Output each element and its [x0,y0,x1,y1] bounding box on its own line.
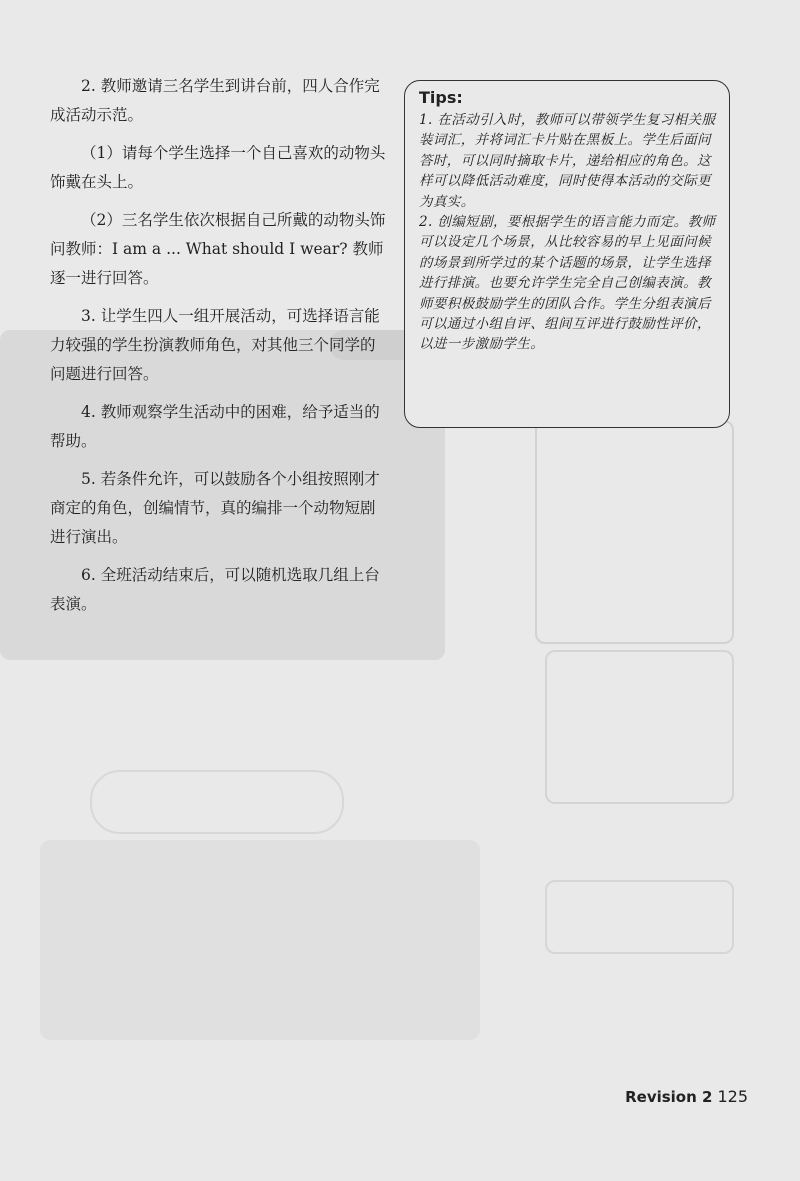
activity-steps [50,72,390,628]
bleed-through-shadow [545,650,734,804]
step-paragraph: （2）三名学生依次根据自己所戴的动物头饰问教师：I am a ... What should I wear? 教师逐一进行回答。 [50,211,386,287]
step-paragraph: 4. 教师观察学生活动中的困难，给予适当的帮助。 [50,403,380,450]
step-paragraph: （1）请每个学生选择一个自己喜欢的动物头饰戴在头上。 [50,144,386,191]
page-number: 125 [717,1087,748,1106]
bleed-through-shadow [90,770,344,834]
tip-item: 1. 在活动引入时，教师可以带领学生复习相关服装词汇，并将词汇卡片贴在黑板上。学生后面问答时，可以同时摘取卡片，递给相应的角色。这样可以降低活动难度，同时使得本活动的交际更为真实。 [419,112,716,210]
section-label: Revision 2 [625,1088,713,1106]
tips-title: Tips: [419,88,463,107]
bleed-through-shadow [535,420,734,644]
tips-box [404,80,730,428]
step-paragraph: 6. 全班活动结束后，可以随机选取几组上台表演。 [50,566,380,613]
step-paragraph: 2. 教师邀请三名学生到讲台前，四人合作完成活动示范。 [50,77,380,124]
bleed-through-shadow [545,880,734,954]
step-paragraph: 3. 让学生四人一组开展活动，可选择语言能力较强的学生扮演教师角色，对其他三个同学的问题进行回答。 [50,307,380,383]
step-paragraph: 5. 若条件允许，可以鼓励各个小组按照刚才商定的角色，创编情节，真的编排一个动物短剧进行演出。 [50,470,380,546]
tip-item: 2. 创编短剧，要根据学生的语言能力而定。教师可以设定几个场景，从比较容易的早上见面问候的场景到所学过的某个话题的场景，让学生选择进行排演。也要允许学生完全自己创编表演。教师要积极鼓励学生的团队合作。学生分组表演后可以通过小组自评、组间互评进行鼓励性评价，以进一步激励学生。 [419,214,716,353]
page-footer [625,1087,748,1106]
bleed-through-shadow [40,840,480,1040]
